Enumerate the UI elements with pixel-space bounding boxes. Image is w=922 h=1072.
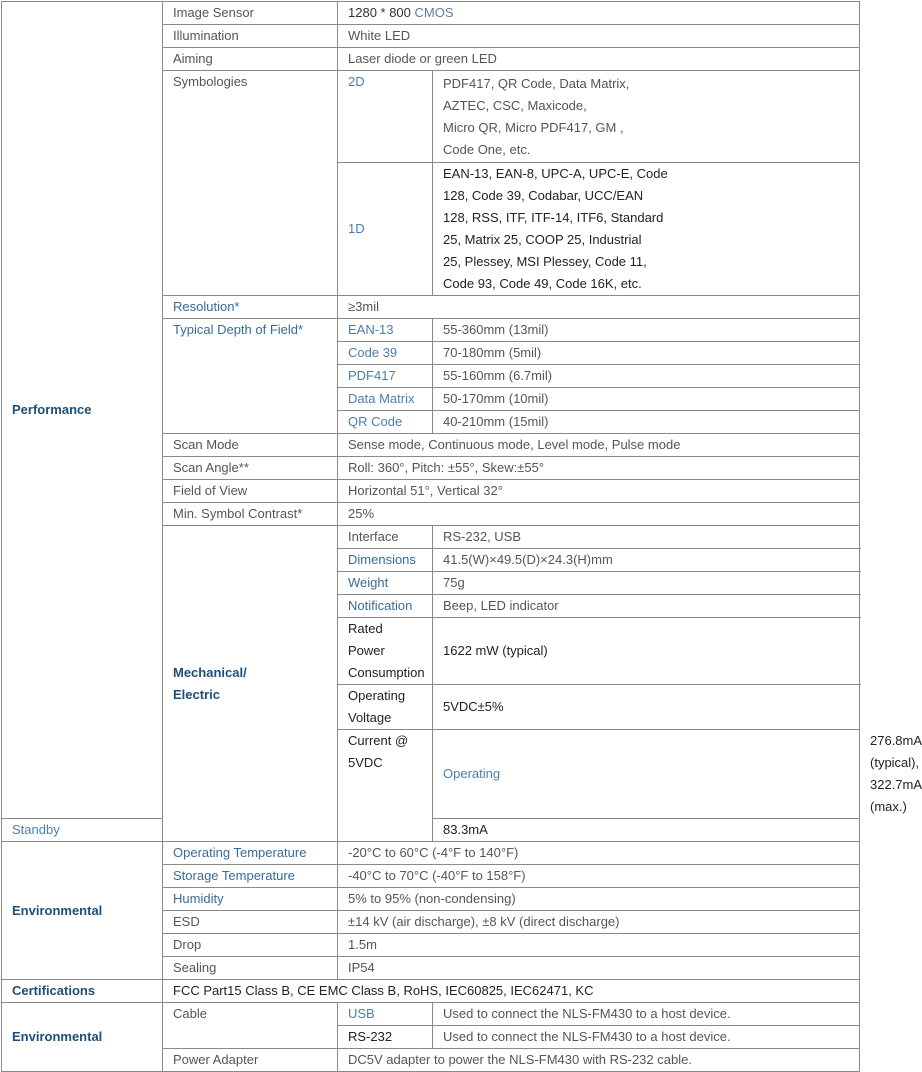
value-drop: 1.5m bbox=[338, 934, 860, 957]
label-image-sensor: Image Sensor bbox=[163, 2, 338, 25]
value-op-temp: -20°C to 60°C (-4°F to 140°F) bbox=[338, 842, 860, 865]
value-image-sensor bbox=[338, 2, 860, 25]
label-humidity: Humidity bbox=[163, 888, 338, 911]
category-environmental: Environmental bbox=[2, 842, 163, 980]
value-esd: ±14 kV (air discharge), ±8 kV (direct discharge) bbox=[338, 911, 860, 934]
label-resolution: Resolution* bbox=[163, 296, 338, 319]
spec-row-certifications bbox=[2, 980, 860, 1003]
value-aiming: Laser diode or green LED bbox=[338, 48, 860, 71]
spec-row-op-temp bbox=[2, 842, 860, 865]
label-illumination: Illumination bbox=[163, 25, 338, 48]
label-voltage: Operating Voltage bbox=[338, 685, 433, 730]
dof-range: 55-160mm (6.7mil) bbox=[433, 365, 860, 388]
dof-code: QR Code bbox=[338, 411, 433, 434]
value-resolution: ≥3mil bbox=[338, 296, 860, 319]
label-aiming: Aiming bbox=[163, 48, 338, 71]
symbology-2d-list bbox=[433, 71, 860, 163]
dof-range: 70-180mm (5mil) bbox=[433, 342, 860, 365]
symbology-1d-line: EAN-13, EAN-8, UPC-A, UPC-E, Code bbox=[443, 166, 668, 181]
value-adapter: DC5V adapter to power the NLS-FM430 with RS-232 cable. bbox=[338, 1049, 860, 1072]
symbology-2d-line: Code One, etc. bbox=[443, 141, 531, 157]
value-illumination: White LED bbox=[338, 25, 860, 48]
label-cable: Cable bbox=[163, 1003, 338, 1049]
symbology-1d-list bbox=[433, 163, 860, 296]
label-current: Current @ 5VDC bbox=[338, 730, 433, 842]
symbology-1d-line: 128, Code 39, Codabar, UCC/EAN bbox=[443, 188, 644, 203]
current-operating-label: Operating bbox=[433, 730, 860, 819]
symbology-2d-line: AZTEC, CSC, Maxicode, bbox=[443, 97, 587, 113]
dof-range: 55-360mm (13mil) bbox=[433, 319, 860, 342]
category-certifications: Certifications bbox=[2, 980, 163, 1003]
value-voltage: 5VDC±5% bbox=[433, 685, 860, 730]
spec-table bbox=[1, 1, 922, 1072]
cable-rs232-label: RS-232 bbox=[338, 1026, 433, 1049]
value-image-sensor-unit: CMOS bbox=[414, 5, 454, 20]
symbology-1d-line: 128, RSS, ITF, ITF-14, ITF6, Standard bbox=[443, 210, 664, 225]
label-notification: Notification bbox=[338, 595, 433, 618]
label-scan-angle: Scan Angle** bbox=[163, 457, 338, 480]
category-mechanical-line: Electric bbox=[173, 686, 220, 702]
dof-range: 40-210mm (15mil) bbox=[433, 411, 860, 434]
label-dimensions: Dimensions bbox=[338, 549, 433, 572]
label-min-contrast: Min. Symbol Contrast* bbox=[163, 503, 338, 526]
cable-usb-label: USB bbox=[338, 1003, 433, 1026]
value-weight: 75g bbox=[433, 572, 860, 595]
value-interface: RS-232, USB bbox=[433, 526, 860, 549]
category-mechanical-line: Mechanical/ bbox=[173, 664, 247, 680]
value-min-contrast: 25% bbox=[338, 503, 860, 526]
value-notification: Beep, LED indicator bbox=[433, 595, 860, 618]
label-power: Rated Power Consumption bbox=[338, 618, 433, 685]
dof-range: 50-170mm (10mil) bbox=[433, 388, 860, 411]
category-performance: Performance bbox=[2, 2, 163, 819]
value-sealing: IP54 bbox=[338, 957, 860, 980]
cable-rs232-value: Used to connect the NLS-FM430 to a host device. bbox=[433, 1026, 860, 1049]
value-humidity: 5% to 95% (non-condensing) bbox=[338, 888, 860, 911]
symbology-1d-line: 25, Plessey, MSI Plessey, Code 11, bbox=[443, 254, 647, 269]
symbology-2d-label: 2D bbox=[338, 71, 433, 163]
label-interface: Interface bbox=[338, 526, 433, 549]
symbology-2d-line: Micro QR, Micro PDF417, GM , bbox=[443, 119, 624, 135]
label-storage-temp: Storage Temperature bbox=[163, 865, 338, 888]
current-standby-value: 83.3mA bbox=[433, 819, 860, 842]
cable-usb-value: Used to connect the NLS-FM430 to a host device. bbox=[433, 1003, 860, 1026]
label-depth-of-field: Typical Depth of Field* bbox=[163, 319, 338, 434]
dof-code: Code 39 bbox=[338, 342, 433, 365]
dof-code: EAN-13 bbox=[338, 319, 433, 342]
symbology-2d-line: PDF417, QR Code, Data Matrix, bbox=[443, 75, 630, 91]
spec-row-cable-usb bbox=[2, 1003, 860, 1026]
category-mechanical bbox=[163, 526, 338, 842]
value-power: 1622 mW (typical) bbox=[433, 618, 860, 685]
spec-row-image-sensor bbox=[2, 2, 860, 25]
value-field-of-view: Horizontal 51°, Vertical 32° bbox=[338, 480, 860, 503]
label-esd: ESD bbox=[163, 911, 338, 934]
symbology-1d-line: 25, Matrix 25, COOP 25, Industrial bbox=[443, 232, 642, 247]
current-standby-label: Standby bbox=[2, 819, 163, 842]
dof-code: Data Matrix bbox=[338, 388, 433, 411]
label-symbologies: Symbologies bbox=[163, 71, 338, 296]
label-adapter: Power Adapter bbox=[163, 1049, 338, 1072]
dof-code: PDF417 bbox=[338, 365, 433, 388]
symbology-1d-label: 1D bbox=[338, 163, 433, 296]
label-scan-mode: Scan Mode bbox=[163, 434, 338, 457]
value-certifications: FCC Part15 Class B, CE EMC Class B, RoHS, IEC60825, IEC62471, KC bbox=[163, 980, 860, 1003]
spec-row-current-operating: Current @ 5VDC Operating 276.8mA (typical), 322.7mA (max.) bbox=[2, 730, 860, 819]
value-storage-temp: -40°C to 70°C (-40°F to 158°F) bbox=[338, 865, 860, 888]
label-op-temp: Operating Temperature bbox=[163, 842, 338, 865]
value-scan-angle: Roll: 360°, Pitch: ±55°, Skew:±55° bbox=[338, 457, 860, 480]
category-accessories: Environmental bbox=[2, 1003, 163, 1072]
value-scan-mode: Sense mode, Continuous mode, Level mode, Pulse mode bbox=[338, 434, 860, 457]
value-dimensions: 41.5(W)×49.5(D)×24.3(H)mm bbox=[433, 549, 860, 572]
value-image-sensor-main: 1280 * 800 bbox=[348, 5, 411, 20]
label-sealing: Sealing bbox=[163, 957, 338, 980]
label-weight: Weight bbox=[338, 572, 433, 595]
symbology-1d-line: Code 93, Code 49, Code 16K, etc. bbox=[443, 276, 642, 291]
label-drop: Drop bbox=[163, 934, 338, 957]
label-field-of-view: Field of View bbox=[163, 480, 338, 503]
